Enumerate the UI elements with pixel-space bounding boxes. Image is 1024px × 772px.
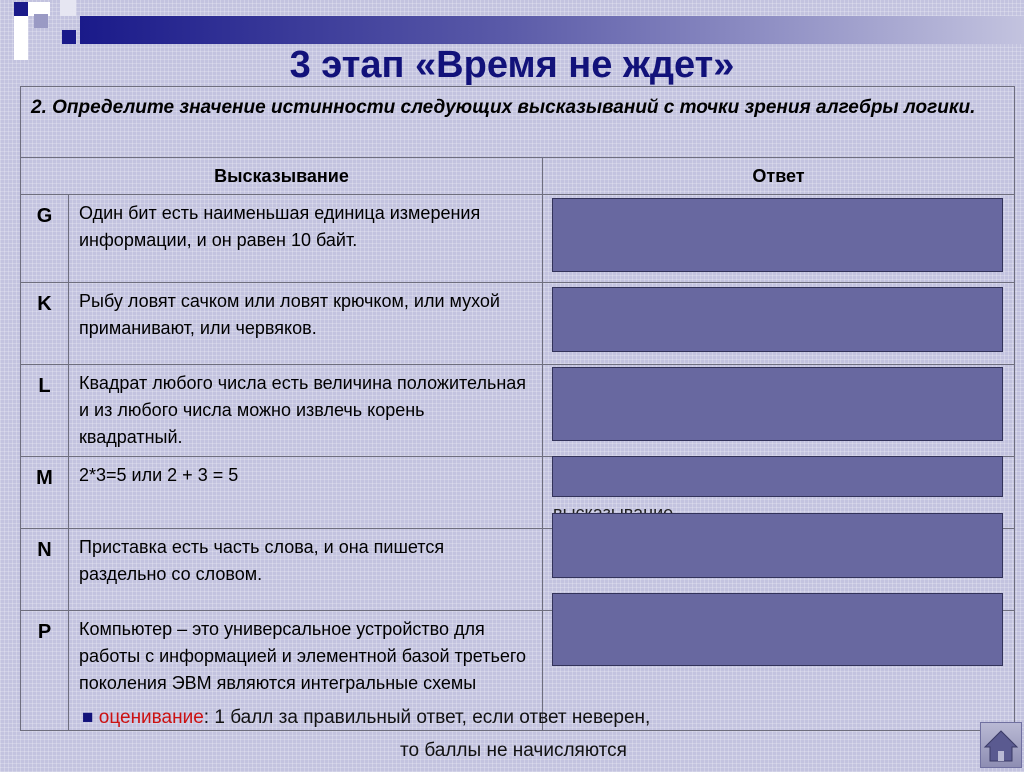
home-icon [981, 723, 1021, 767]
row-statement: Приставка есть часть слова, и она пишется раздельно со словом. [69, 529, 543, 611]
row-letter: K [21, 283, 69, 365]
row-letter: L [21, 365, 69, 457]
row-letter: P [21, 611, 69, 731]
row-statement: Рыбу ловят сачком или ловят крючком, или мухой приманивают, или червяков. [69, 283, 543, 365]
corner-square-dark-2 [62, 30, 76, 44]
grading-line-1: : 1 балл за правильный ответ, если ответ неверен, [203, 707, 651, 728]
row-statement: 2*3=5 или 2 + 3 = 5 [69, 457, 543, 529]
corner-square-dark [14, 2, 28, 16]
answer-cover-g[interactable] [552, 198, 1003, 272]
grading-line-2: то баллы не начисляются [400, 740, 627, 761]
question-text: 2. Определите значение истинности следующих высказываний с точки зрения алгебры логики. [21, 87, 1015, 158]
row-letter: N [21, 529, 69, 611]
answer-cover-p[interactable] [552, 593, 1003, 666]
header-statement: Высказывание [21, 158, 543, 195]
row-statement: Квадрат любого числа есть величина положительная и из любого числа можно извлечь корень квадратный. [69, 365, 543, 457]
grading-note [82, 707, 650, 729]
corner-square-light [34, 14, 48, 28]
home-button[interactable] [980, 722, 1022, 768]
row-statement: Компьютер – это универсальное устройство для работы с информацией и элементной базой третьего поколения ЭВМ являются интегральные схемы [69, 611, 543, 731]
slide-title: 3 этап «Время не ждет» [289, 44, 735, 86]
row-statement: Один бит есть наименьшая единица измерения информации, и он равен 10 байт. [69, 195, 543, 283]
grading-label: оценивание [98, 707, 204, 728]
answer-cover-n[interactable] [552, 513, 1003, 578]
answer-cover-l[interactable] [552, 367, 1003, 441]
row-letter: G [21, 195, 69, 283]
answer-cover-m[interactable] [552, 456, 1003, 497]
bullet-icon: ■ [82, 707, 94, 728]
header-answer: Ответ [543, 158, 1015, 195]
answer-cover-k[interactable] [552, 287, 1003, 352]
corner-square-light-2 [60, 0, 76, 16]
title-gradient-bar [80, 16, 1024, 44]
row-letter: M [21, 457, 69, 529]
